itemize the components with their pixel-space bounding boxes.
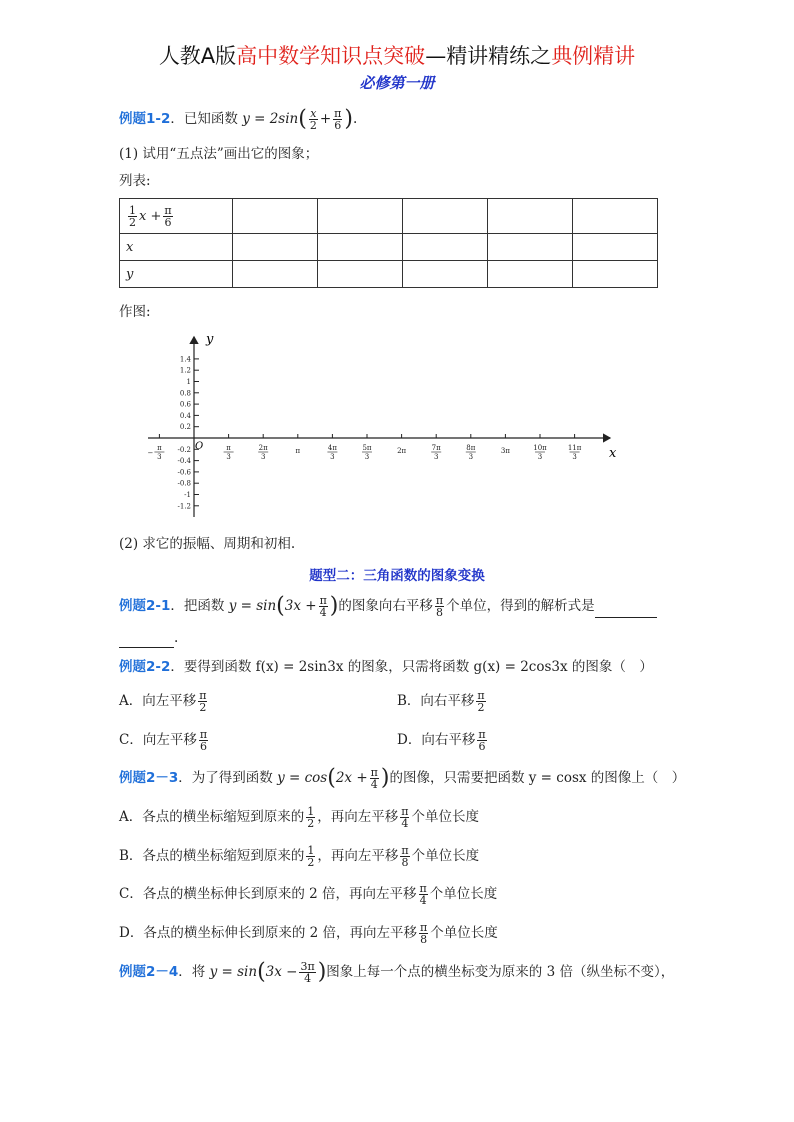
fraction: $\frac{\pi}{6}$: [334, 107, 342, 132]
example-label: 例题2－4: [119, 964, 179, 980]
svg-text:2π: 2π: [258, 444, 268, 452]
origin-label: O: [195, 441, 204, 452]
title-part-1: 人教A版: [158, 44, 237, 68]
svg-text:−: −: [147, 449, 154, 457]
list-label: 列表:: [119, 173, 151, 189]
y-tick-label: 1: [186, 378, 191, 386]
svg-text:4π: 4π: [327, 444, 337, 452]
fraction: $\frac{\pi}{8}$: [401, 844, 409, 869]
title-part-3: —精讲精练之: [425, 44, 552, 68]
x-tick-label: 3π: [500, 447, 510, 455]
svg-text:5π: 5π: [362, 444, 372, 452]
table-header-cell: [120, 199, 233, 234]
x-axis-label: x: [609, 446, 617, 461]
title-part-4: 典例精讲: [551, 44, 636, 68]
answer-blank[interactable]: [119, 647, 174, 648]
svg-text:3: 3: [260, 453, 266, 461]
fraction: $\frac{\pi}{6}$: [199, 728, 208, 753]
table-cell[interactable]: [233, 199, 318, 234]
option-c[interactable]: C．向左平移 $\frac{\pi}{6}$: [119, 728, 208, 753]
coordinate-axes: [140, 325, 630, 520]
draw-label: 作图:: [119, 304, 151, 320]
fraction: $\frac{\pi}{4}$: [370, 766, 378, 791]
fraction: $\frac{\pi}{4}$: [401, 805, 409, 830]
y-tick-label: -0.2: [177, 445, 191, 454]
option-a[interactable]: A．向左平移 $\frac{\pi}{2}$: [119, 689, 207, 714]
option-b[interactable]: B．各点的横坐标缩短到原来的 $\frac{1}{2}$ ，再向左平移 $\frac{\pi}{8}$ 个单位长度: [119, 844, 480, 869]
x-tick-label: [362, 444, 372, 461]
y-tick-label: -0.4: [177, 457, 191, 466]
five-point-table: [119, 198, 658, 288]
table-cell[interactable]: [318, 261, 403, 288]
table-cell[interactable]: [233, 261, 318, 288]
example-label: 例题2-2: [119, 659, 171, 675]
fraction: $\frac{\pi}{6}$: [478, 728, 486, 753]
table-cell[interactable]: [318, 234, 403, 261]
table-cell[interactable]: [573, 199, 658, 234]
x-tick-label: [147, 444, 164, 461]
example-2-1-statement: 例题2-1．把函数 y = sin(3x + $\frac{\pi}{4}$ )的图象向右平移 $\frac{\pi}{8}$ 个单位，得到的解析式是: [119, 595, 657, 618]
fraction: $\frac{x}{2}$: [309, 107, 317, 132]
x-tick-label: [224, 444, 234, 461]
fraction: $\frac{1}{2}$: [307, 805, 315, 830]
svg-text:3: 3: [226, 453, 231, 461]
fraction: $\frac{\pi}{2}$: [477, 689, 485, 714]
option-a[interactable]: A．各点的横坐标缩短到原来的 $\frac{1}{2}$ ，再向左平移 $\frac{\pi}{4}$ 个单位长度: [119, 805, 479, 830]
y-axis-label: y: [206, 332, 214, 347]
svg-text:3: 3: [433, 453, 439, 461]
fraction: $\frac{\pi}{4}$: [319, 594, 327, 619]
y-tick-label: 0.4: [179, 411, 191, 420]
x-tick-label: [466, 444, 476, 461]
fraction: $\frac{\pi}{8}$: [435, 594, 444, 619]
y-tick-label: -1.2: [177, 502, 191, 511]
table-row: [120, 261, 658, 288]
table-row: [120, 199, 658, 234]
y-tick-label: 0.6: [179, 400, 191, 409]
function-expr: y = 2sin: [242, 111, 299, 127]
question-1: (1) 试用“五点法”画出它的图象；: [119, 146, 319, 162]
y-tick-label: 0.2: [179, 423, 191, 432]
y-tick-label: -1: [184, 491, 191, 499]
svg-text:3: 3: [364, 453, 370, 461]
x-tick-label: π: [295, 447, 301, 455]
svg-text:3: 3: [572, 453, 577, 461]
x-tick-label: [327, 444, 337, 461]
svg-text:3: 3: [537, 453, 543, 461]
row-expr: x +: [139, 208, 162, 224]
table-cell[interactable]: [488, 234, 573, 261]
table-cell[interactable]: [403, 199, 488, 234]
svg-text:10π: 10π: [533, 444, 547, 452]
title-part-2: 高中数学知识点突破: [236, 44, 426, 68]
statement-text: ．已知函数: [170, 111, 238, 127]
table-cell[interactable]: [488, 199, 573, 234]
table-cell[interactable]: [403, 261, 488, 288]
table-row: [120, 234, 658, 261]
y-tick-label: 1.2: [179, 366, 191, 375]
option-b[interactable]: B．向右平移 $\frac{\pi}{2}$: [397, 689, 485, 714]
table-cell[interactable]: [318, 199, 403, 234]
x-tick-label: [431, 444, 441, 461]
fraction: $\frac{1}{2}$: [129, 203, 136, 229]
fraction: $\frac{\pi}{8}$: [420, 921, 428, 946]
table-cell[interactable]: [403, 234, 488, 261]
example-label: 例题2-1: [119, 598, 171, 614]
svg-text:8π: 8π: [466, 444, 476, 452]
answer-blank[interactable]: [595, 617, 657, 618]
svg-text:3: 3: [157, 453, 162, 461]
x-tick-label: 2π: [397, 447, 407, 455]
svg-text:7π: 7π: [431, 444, 441, 452]
fraction: $\frac{\pi}{2}$: [199, 689, 207, 714]
svg-text:π: π: [226, 444, 231, 452]
question-2: (2) 求它的振幅、周期和初相.: [119, 536, 296, 552]
option-d[interactable]: D．各点的横坐标伸长到原来的 2 倍，再向左平移 $\frac{\pi}{8}$ 个单位长度: [119, 921, 498, 946]
svg-text:3: 3: [330, 453, 335, 461]
table-header-cell: y: [120, 261, 233, 288]
example-label: 例题1-2: [119, 111, 171, 127]
x-tick-label: [533, 444, 547, 461]
example-2-4-statement: 例题2－4．将 y = sin(3x − $\frac{3\pi}{4}$ )图象上每一个点的横坐标变为原来的 3 倍（纵坐标不变），: [119, 959, 675, 985]
statement-text: ．要得到函数 f(x) = 2sin3x 的图象，只需将函数 g(x) = 2cos3x 的图象（ ）: [170, 659, 653, 675]
y-tick-label: 1.4: [179, 355, 191, 364]
fraction: $\frac{\pi}{6}$: [164, 203, 172, 229]
fraction: $\frac{\pi}{4}$: [419, 882, 427, 907]
example-2-1-blank-line: .: [119, 628, 178, 648]
x-tick-label: [568, 444, 582, 461]
option-c[interactable]: C．各点的横坐标伸长到原来的 2 倍，再向左平移 $\frac{\pi}{4}$ 个单位长度: [119, 882, 498, 907]
y-tick-label: -0.8: [177, 479, 191, 488]
example-2-2-statement: [119, 657, 653, 677]
y-tick-label: -0.6: [177, 468, 191, 477]
example-2-3-statement: 例题2－3．为了得到函数 y = cos(2x + $\frac{\pi}{4}$ )的图像，只需要把函数 y = cosx 的图像上（ ）: [119, 765, 686, 791]
table-cell[interactable]: [573, 234, 658, 261]
page-title: [0, 40, 794, 70]
option-d[interactable]: D．向右平移 $\frac{\pi}{6}$: [397, 728, 486, 753]
svg-text:3: 3: [468, 453, 474, 461]
example-label: 例题2－3: [119, 770, 179, 786]
table-cell[interactable]: [573, 261, 658, 288]
table-cell[interactable]: [488, 261, 573, 288]
table-cell[interactable]: [233, 234, 318, 261]
table-header-cell: x: [120, 234, 233, 261]
svg-text:11π: 11π: [567, 444, 582, 452]
page-subtitle: 必修第一册: [359, 74, 435, 92]
section-title: 题型二：三角函数的图象变换: [309, 568, 485, 584]
example-1-2-statement: 例题1-2．已知函数 y = 2sin( $\frac{x}{2}$ + $\frac{\pi}{6}$ ).: [119, 106, 358, 132]
y-tick-label: 0.8: [179, 389, 191, 398]
fraction: $\frac{1}{2}$: [307, 844, 315, 869]
svg-text:π: π: [157, 444, 162, 452]
fraction: $\frac{3\pi}{4}$: [300, 960, 315, 985]
x-tick-label: [258, 444, 268, 461]
